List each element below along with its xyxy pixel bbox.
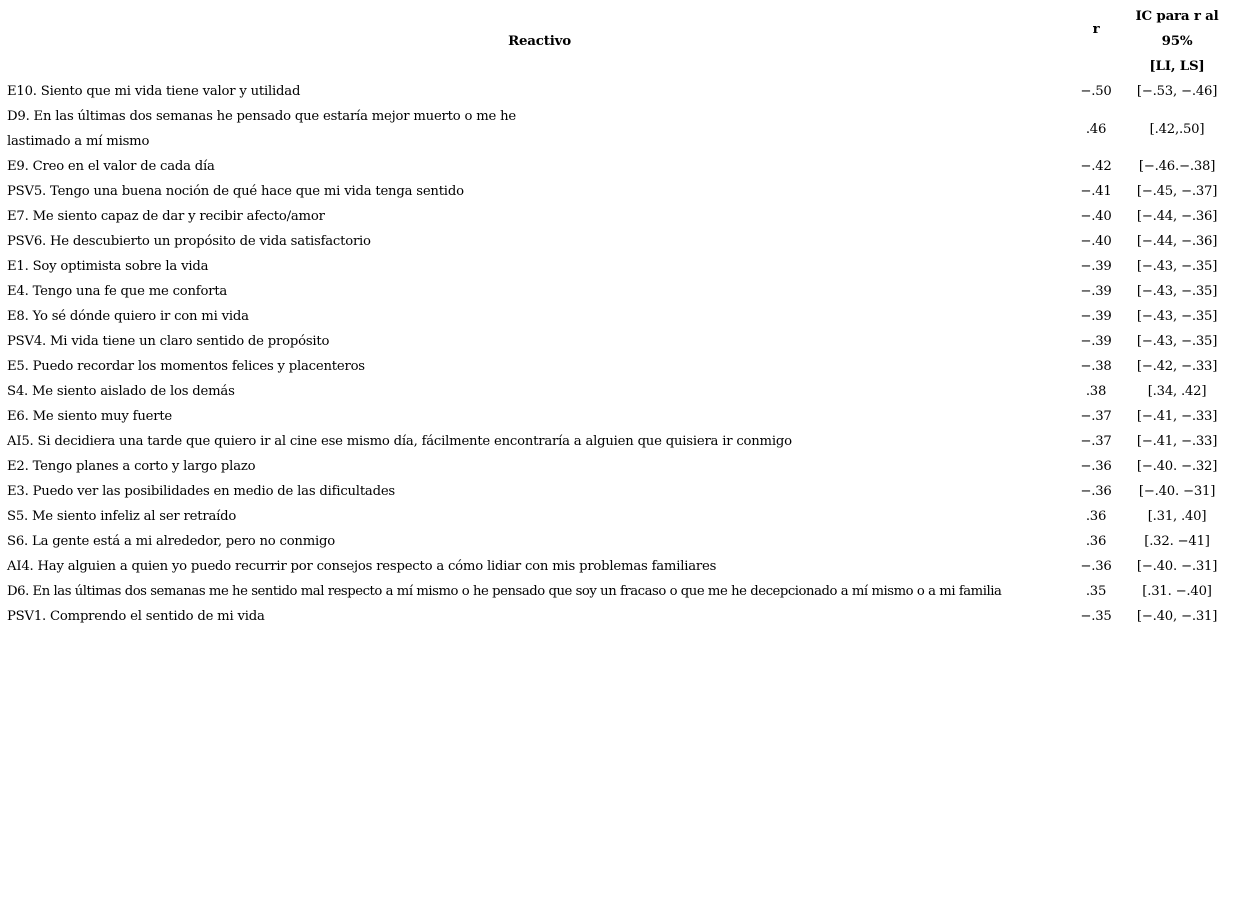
- row-r: −.39: [1080, 284, 1112, 299]
- row-item: E2. Tengo planes a corto y largo plazo: [7, 459, 256, 474]
- row-item: E3. Puedo ver las posibilidades en medio de las dificultades: [7, 484, 396, 499]
- table-row: [4, 79, 1234, 104]
- table-row: [4, 479, 1234, 504]
- row-item: E10. Siento que mi vida tiene valor y utilidad: [7, 84, 301, 99]
- table-row: [4, 529, 1234, 554]
- row-r: −.50: [1080, 84, 1112, 99]
- row-ci: [−.44, −.36]: [1136, 234, 1218, 249]
- row-r: .38: [1085, 384, 1107, 399]
- table-row: [4, 454, 1234, 479]
- row-ci: [−.43, −.35]: [1136, 259, 1218, 274]
- row-item: E4. Tengo una fe que me conforta: [7, 284, 228, 299]
- row-r: −.39: [1080, 309, 1112, 324]
- row-ci: [.32. −41]: [1144, 534, 1210, 549]
- row-item: E5. Puedo recordar los momentos felices y placenteros: [7, 359, 365, 374]
- row-ci: [−.43, −.35]: [1136, 334, 1218, 349]
- row-r: −.36: [1080, 559, 1112, 574]
- row-ci: [−.53, −.46]: [1136, 84, 1218, 99]
- header-r-spacer: [1072, 54, 1120, 79]
- row-ci: [−.40, −.31]: [1136, 609, 1218, 624]
- row-ci: [−.41, −.33]: [1136, 409, 1218, 424]
- row-item: S5. Me siento infeliz al ser retraído: [7, 509, 237, 524]
- row-item: AI5. Si decidiera una tarde que quiero ir al cine ese mismo día, fácilmente encontraría a alguien que quisiera ir conmigo: [7, 434, 792, 449]
- table-header: [4, 4, 1234, 79]
- row-r: −.40: [1080, 209, 1112, 224]
- correlation-table: [4, 4, 1234, 629]
- header-r: r: [1092, 20, 1100, 37]
- row-r: −.36: [1080, 459, 1112, 474]
- row-item-line1: D9. En las últimas dos semanas he pensado que estaría mejor muerto o me he: [7, 109, 517, 124]
- row-ci: [.42,.50]: [1149, 121, 1205, 137]
- row-r: .46: [1085, 121, 1107, 137]
- row-ci: [−.44, −.36]: [1136, 209, 1218, 224]
- header-ci-line2: [LI, LS]: [1149, 58, 1205, 74]
- table-row: [4, 504, 1234, 529]
- row-r: −.38: [1080, 359, 1112, 374]
- row-ci: [−.43, −.35]: [1136, 284, 1218, 299]
- row-r: −.42: [1080, 159, 1112, 174]
- row-item: AI4. Hay alguien a quien yo puedo recurrir por consejos respecto a cómo lidiar con mis problemas familiares: [7, 559, 717, 574]
- row-r: .35: [1085, 584, 1107, 599]
- table-row: [4, 254, 1234, 279]
- table-row: [4, 379, 1234, 404]
- row-ci: [.31. −.40]: [1142, 584, 1212, 599]
- table-row: [4, 604, 1234, 629]
- header-ci-line1: IC para r al 95%: [1135, 8, 1219, 49]
- table-row: [4, 279, 1234, 304]
- row-r: −.39: [1080, 334, 1112, 349]
- table-row: [4, 579, 1234, 604]
- row-r: −.37: [1080, 434, 1112, 449]
- table-row: [4, 354, 1234, 379]
- table-row: [4, 404, 1234, 429]
- row-item: E9. Creo en el valor de cada día: [7, 159, 215, 174]
- row-r: −.40: [1080, 234, 1112, 249]
- row-item: PSV4. Mi vida tiene un claro sentido de propósito: [7, 334, 330, 349]
- table-row: [4, 204, 1234, 229]
- row-r: −.41: [1080, 184, 1112, 199]
- row-r: .36: [1085, 509, 1107, 524]
- row-r: .36: [1085, 534, 1107, 549]
- row-item: E6. Me siento muy fuerte: [7, 409, 173, 424]
- row-ci: [−.40. −.32]: [1136, 459, 1218, 474]
- row-r: −.36: [1080, 484, 1112, 499]
- row-item: S4. Me siento aislado de los demás: [7, 384, 235, 399]
- row-ci: [−.42, −.33]: [1136, 359, 1218, 374]
- row-item: S6. La gente está a mi alrededor, pero no conmigo: [7, 534, 336, 549]
- row-ci: [−.46.−.38]: [1138, 159, 1216, 174]
- row-item: E7. Me siento capaz de dar y recibir afecto/amor: [7, 209, 325, 224]
- table-body: [4, 79, 1234, 629]
- row-ci: [−.41, −.33]: [1136, 434, 1218, 449]
- row-ci: [.34, .42]: [1147, 384, 1207, 399]
- table-row: [4, 429, 1234, 454]
- row-ci: [−.40. −31]: [1138, 484, 1216, 499]
- header-item: Reactivo: [508, 33, 571, 49]
- table-row: [4, 329, 1234, 354]
- row-ci: [−.45, −.37]: [1136, 184, 1218, 199]
- row-ci: [−.40. −.31]: [1136, 559, 1218, 574]
- row-ci: [.31, .40]: [1147, 509, 1207, 524]
- row-r: −.37: [1080, 409, 1112, 424]
- row-item: E1. Soy optimista sobre la vida: [7, 259, 209, 274]
- row-item: PSV1. Comprendo el sentido de mi vida: [7, 609, 265, 624]
- table-row: [4, 229, 1234, 254]
- row-ci: [−.43, −.35]: [1136, 309, 1218, 324]
- table-row: [4, 554, 1234, 579]
- row-item: PSV5. Tengo una buena noción de qué hace que mi vida tenga sentido: [7, 184, 464, 199]
- table-row: [4, 304, 1234, 329]
- row-r: −.35: [1080, 609, 1112, 624]
- row-r: −.39: [1080, 259, 1112, 274]
- row-item: [4, 104, 1072, 154]
- table-row: [4, 154, 1234, 179]
- row-item: D6. En las últimas dos semanas me he sentido mal respecto a mí mismo o he pensado que soy un fracaso o que me he decepcionado a mí mismo o a mi familia: [7, 584, 1002, 599]
- row-item: E8. Yo sé dónde quiero ir con mi vida: [7, 309, 249, 324]
- table-row: [4, 104, 1234, 154]
- row-item-line2: lastimado a mí mismo: [7, 134, 150, 149]
- table-row: [4, 179, 1234, 204]
- row-item: PSV6. He descubierto un propósito de vida satisfactorio: [7, 234, 371, 249]
